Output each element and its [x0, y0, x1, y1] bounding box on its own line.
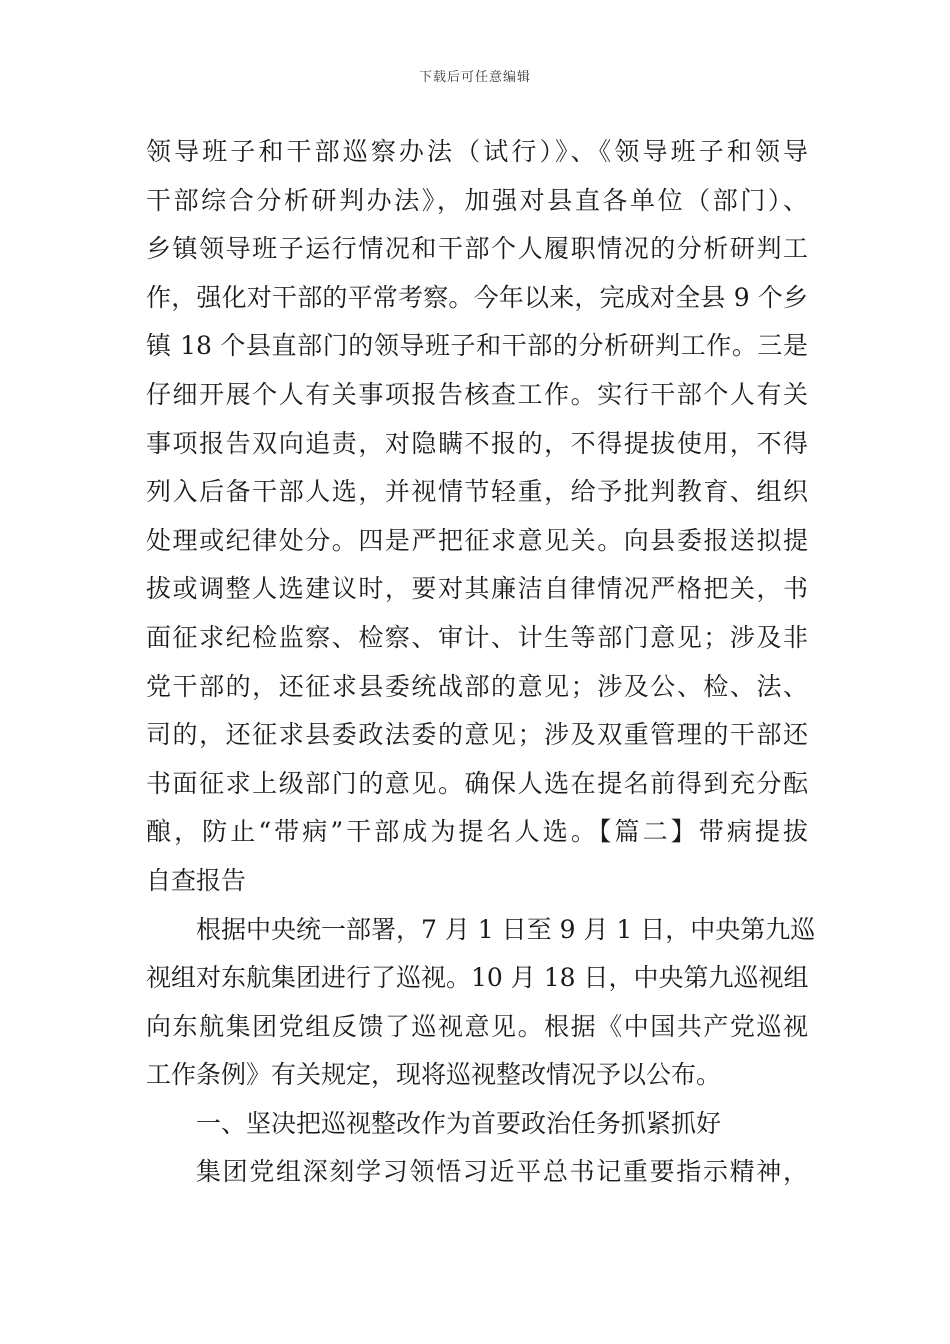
paragraph-first-line: 集团党组深刻学习领悟习近平总书记重要指示精神，	[196, 1157, 808, 1187]
text-line: 作，强化对干部的平常考察。今年以来，完成对全县 9 个乡	[146, 282, 808, 312]
section-heading: 一、坚决把巡视整改作为首要政治任务抓紧抓好	[196, 1108, 722, 1138]
text-line: 工作条例》有关规定，现将巡视整改情况予以公布。	[146, 1060, 722, 1090]
text-line: 向东航集团党组反馈了巡视意见。根据《中国共产党巡视	[146, 1011, 808, 1041]
text-line: 视组对东航集团进行了巡视。10 月 18 日，中央第九巡视组	[146, 963, 809, 993]
text-line: 仔细开展个人有关事项报告核查工作。实行干部个人有关	[146, 379, 808, 409]
text-line: 领导班子和干部巡察办法（试行）》、《领导班子和领导	[146, 137, 808, 166]
text-line: 乡镇领导班子运行情况和干部个人履职情况的分析研判工	[146, 234, 808, 264]
text-line: 面征求纪检监察、检察、审计、计生等部门意见；涉及非	[146, 622, 808, 652]
text-line: 干部综合分析研判办法》，加强对县直各单位（部门）、	[146, 185, 808, 215]
text-line: 党干部的，还征求县委统战部的意见；涉及公、检、法、	[146, 671, 808, 701]
text-line: 列入后备干部人选，并视情节轻重，给予批判教育、组织	[146, 477, 808, 507]
text-line: 酿，防止“带病”干部成为提名人选。【篇二】带病提拔	[146, 817, 808, 847]
text-line: 自查报告	[146, 865, 247, 895]
text-line: 拔或调整人选建议时，要对其廉洁自律情况严格把关，书	[146, 574, 808, 604]
page-header: 下载后可任意编辑	[418, 70, 531, 85]
document-body	[146, 128, 816, 1197]
text-line: 书面征求上级部门的意见。确保人选在提名前得到充分酝	[146, 768, 808, 798]
paragraph-first-line: 根据中央统一部署，7 月 1 日至 9 月 1 日，中央第九巡	[196, 914, 816, 944]
text-line: 处理或纪律处分。四是严把征求意见关。向县委报送拟提	[146, 525, 808, 555]
text-line: 事项报告双向追责，对隐瞒不报的，不得提拔使用，不得	[146, 428, 808, 458]
text-line: 镇 18 个县直部门的领导班子和干部的分析研判工作。三是	[146, 331, 808, 361]
text-line: 司的，还征求县委政法委的意见；涉及双重管理的干部还	[146, 720, 808, 750]
